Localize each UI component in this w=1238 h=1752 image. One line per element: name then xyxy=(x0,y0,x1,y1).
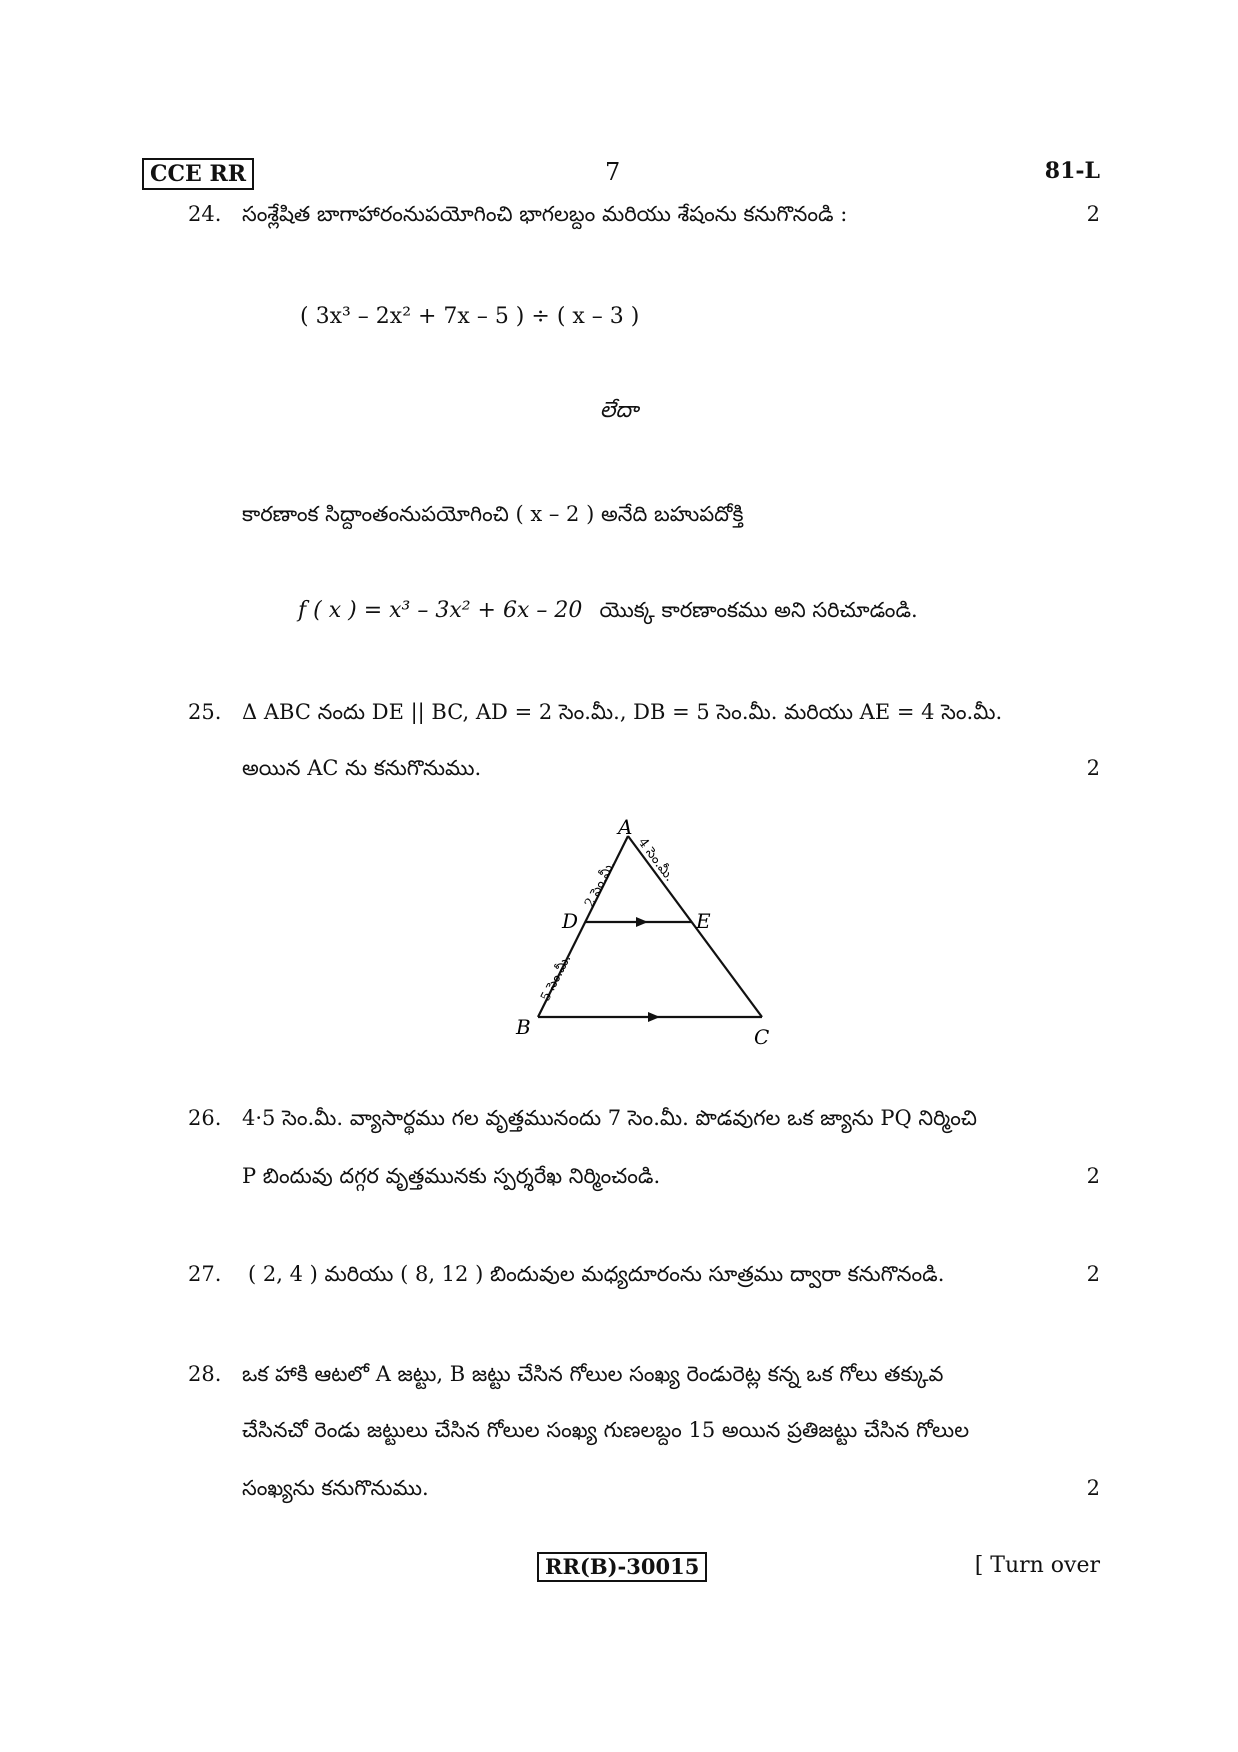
q27-text: ( 2, 4 ) మరియు ( 8, 12 ) బిందువుల మధ్యదూరంను సూత్రము ద్వారా కనుగొనండి. xyxy=(248,1262,945,1286)
q24-expression: ( 3x³ – 2x² + 7x – 5 ) ÷ ( x – 3 ) xyxy=(300,304,640,329)
q26-line1: 4·5 సెం.మీ. వ్యాసార్థము గల వృత్తమునందు 7 సెం.మీ. పొడవుగల ఒక జ్యాను PQ నిర్మించి xyxy=(242,1106,977,1130)
q24-alt-line1: కారణాంక సిద్దాంతంనుపయోగించి ( x – 2 ) అనేది బహుపదోక్తి xyxy=(242,502,744,526)
label-ae-length: 4 సెం.మీ. xyxy=(634,835,677,885)
q24-alt-line2-text: యొక్క కారణాంకము అని సరిచూడండి. xyxy=(599,598,918,622)
q26-number: 26. xyxy=(188,1106,222,1130)
page-number: 7 xyxy=(605,158,621,186)
q28-line1: ఒక హాకి ఆటలో A జట్టు, B జట్టు చేసిన గోలుల సంఖ్య రెండురెట్ల కన్న ఒక గోలు తక్కువ xyxy=(242,1362,944,1386)
label-db-length: 5 సెం.మీ. xyxy=(538,952,575,1004)
label-b: B xyxy=(516,1015,531,1039)
arrow-de-icon xyxy=(636,917,648,927)
q26-marks: 2 xyxy=(1086,1164,1100,1188)
q28-number: 28. xyxy=(188,1362,222,1386)
footer-code: RR(B)-30015 xyxy=(537,1552,707,1582)
q24-text: సంశ్లేషిత బాగాహారంనుపయోగించి భాగలబ్దం మరియు శేషంను కనుగొనండి : xyxy=(242,202,848,226)
label-a: A xyxy=(618,815,633,839)
q28-marks: 2 xyxy=(1086,1476,1100,1500)
side-ac xyxy=(628,836,762,1017)
label-e: E xyxy=(696,909,711,933)
q25-marks: 2 xyxy=(1086,756,1100,780)
label-d: D xyxy=(562,909,579,933)
q27-number: 27. xyxy=(188,1262,222,1286)
label-c: C xyxy=(754,1025,770,1049)
q24-or-label: లేదా xyxy=(599,398,639,423)
q27-marks: 2 xyxy=(1086,1262,1100,1286)
q25-number: 25. xyxy=(188,700,222,724)
q24-marks: 2 xyxy=(1086,202,1100,226)
q28-line2: చేసినచో రెండు జట్టులు చేసిన గోలుల సంఖ్య గుణలబ్దం 15 అయిన ప్రతిజట్టు చేసిన గోలుల xyxy=(242,1418,970,1442)
triangle-figure xyxy=(500,812,800,1052)
q24-alt-line2 xyxy=(298,598,918,628)
q28-line3: సంఖ్యను కనుగొనుము. xyxy=(242,1476,429,1500)
q24-number: 24. xyxy=(188,202,222,226)
paper-code: 81-L xyxy=(1044,158,1100,184)
turn-over-label: [ Turn over xyxy=(974,1553,1100,1578)
q25-line2: అయిన AC ను కనుగొనుము. xyxy=(242,756,482,780)
header-left-label: CCE RR xyxy=(142,158,254,190)
label-ad-length: 2 సెం.మీ. xyxy=(582,858,619,910)
q24-alt-polynomial: f ( x ) = x³ – 3x² + 6x – 20 xyxy=(298,598,583,623)
arrow-bc-icon xyxy=(648,1012,660,1022)
q26-line2: P బిందువు దగ్గర వృత్తమునకు స్పర్శరేఖ నిర్మించండి. xyxy=(242,1164,661,1188)
q25-line1: Δ ABC నందు DE || BC, AD = 2 సెం.మీ., DB = 5 సెం.మీ. మరియు AE = 4 సెం.మీ. xyxy=(242,700,1003,724)
